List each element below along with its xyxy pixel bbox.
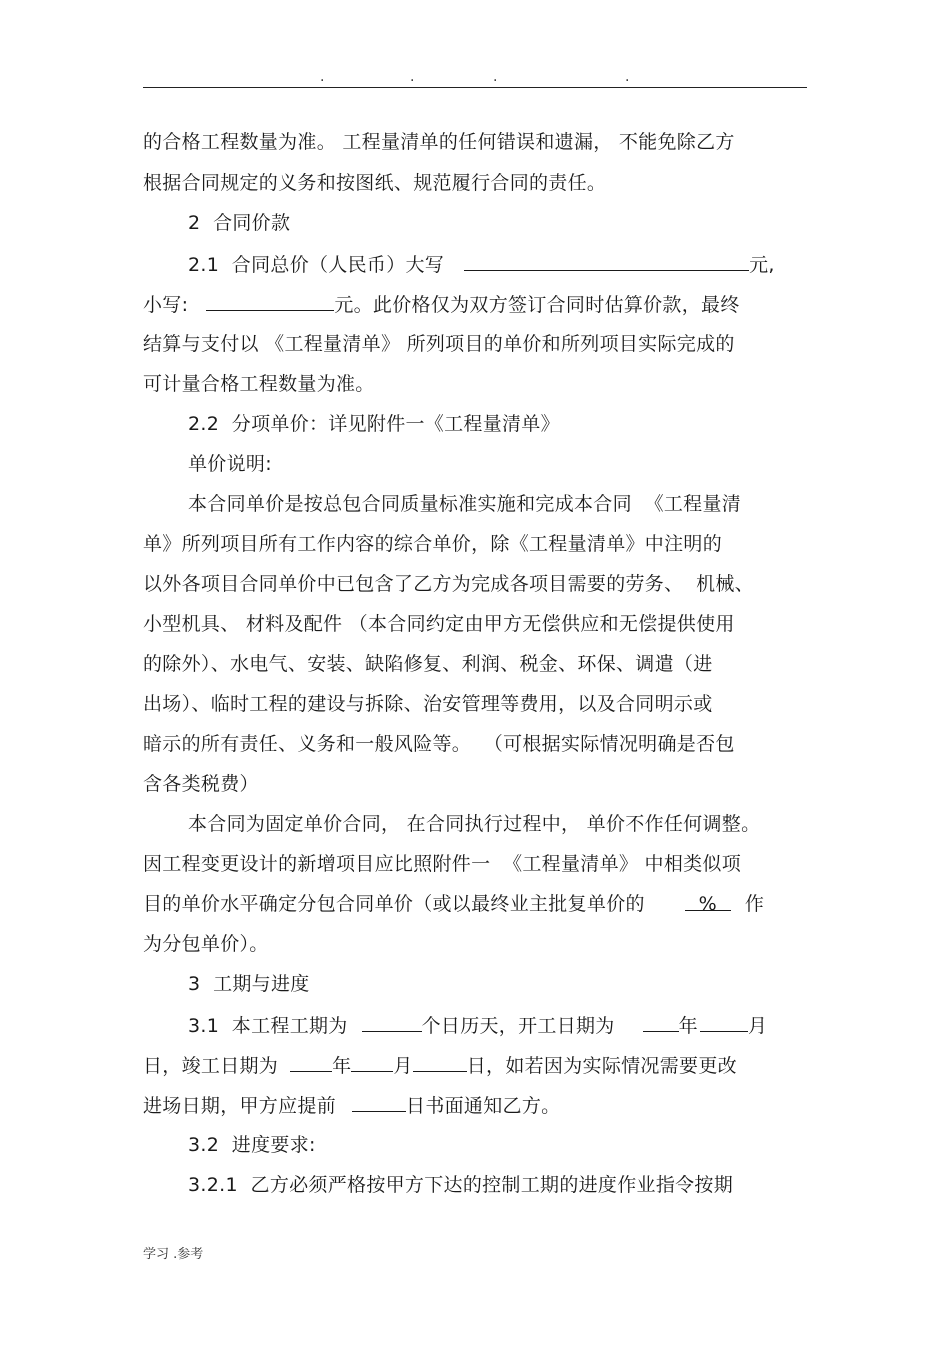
header-dots — [0, 70, 950, 84]
fill-in-blank — [206, 292, 334, 311]
header-rule — [143, 87, 807, 88]
fill-in-blank — [413, 1053, 467, 1072]
fill-in-blank — [362, 1013, 422, 1032]
text-segment: 元。此价格仅为双方签订合同时估算价款，最终 — [334, 294, 740, 316]
section-heading: 3 工期与进度 — [188, 973, 310, 995]
text-line — [143, 292, 740, 317]
text-line: 的合格工程数量为准。 工程量清单的任何错误和遗漏， 不能免除乙方 — [143, 131, 735, 153]
text-segment: 年 — [678, 1015, 698, 1037]
text-line — [143, 1053, 737, 1078]
text-segment: 3.1 本工程工期为 — [188, 1015, 348, 1037]
header-dot: . — [320, 69, 325, 85]
text-segment: 年 — [332, 1055, 352, 1077]
text-segment: 目的单价水平确定分包合同单价（或以最终业主批复单价的 — [143, 893, 645, 915]
percent-blank: % — [685, 892, 731, 911]
text-line — [188, 1013, 767, 1038]
text-line: 以外各项目合同单价中已包含了乙方为完成各项目需要的劳务、 机械、 — [143, 573, 754, 595]
text-line: 根据合同规定的义务和按图纸、规范履行合同的责任。 — [143, 172, 607, 194]
text-line: 本合同为固定单价合同， 在合同执行过程中， 单价不作任何调整。 — [188, 813, 761, 835]
fill-in-blank — [643, 1013, 679, 1032]
header-dot: . — [625, 69, 630, 85]
text-segment: 日，如若因为实际情况需要更改 — [466, 1055, 737, 1077]
text-segment: 个日历天，开工日期为 — [421, 1015, 615, 1037]
text-segment: 月 — [747, 1015, 768, 1037]
text-segment: 小写: — [143, 294, 189, 316]
text-line: 小型机具、 材料及配件 （本合同约定由甲方无偿供应和无偿提供使用 — [143, 613, 735, 635]
fill-in-blank — [352, 1093, 406, 1112]
text-segment: 月 — [393, 1055, 413, 1077]
text-line: 的除外）、水电气、安装、缺陷修复、利润、税金、环保、调遣（进 — [143, 653, 713, 675]
text-line: 本合同单价是按总包合同质量标准实施和完成本合同 《工程量清 — [188, 493, 742, 515]
text-line: 单》所列项目所有工作内容的综合单价，除《工程量清单》中注明的 — [143, 533, 723, 555]
text-line — [143, 1093, 560, 1118]
fill-in-blank — [700, 1013, 748, 1032]
text-line: 为分包单价）。 — [143, 933, 269, 955]
text-line: 因工程变更设计的新增项目应比照附件一 《工程量清单》 中相类似项 — [143, 853, 742, 875]
text-line: 2.2 分项单价：详见附件一《工程量清单》 — [188, 413, 560, 435]
text-segment: 作 — [744, 893, 765, 915]
text-line: 可计量合格工程数量为准。 — [143, 373, 375, 395]
header-dot: . — [493, 69, 498, 85]
text-line: 结算与支付以 《工程量清单》 所列项目的单价和所列项目实际完成的 — [143, 333, 735, 355]
text-segment: 日书面通知乙方。 — [406, 1095, 561, 1117]
text-segment: 日，竣工日期为 — [143, 1055, 279, 1077]
text-line — [188, 252, 775, 277]
text-segment: 元, — [749, 254, 775, 276]
text-line: 3.2.1 乙方必须严格按甲方下达的控制工期的进度作业指令按期 — [188, 1174, 734, 1196]
section-heading: 2 合同价款 — [188, 212, 291, 234]
page-footer: 学习 .参考 — [143, 1247, 204, 1262]
fill-in-blank — [351, 1053, 393, 1072]
text-line: 暗示的所有责任、义务和一般风险等。 （可根据实际情况明确是否包 — [143, 733, 735, 755]
text-line: 含各类税费） — [143, 773, 259, 795]
fill-in-blank — [290, 1053, 332, 1072]
text-line: 出场）、临时工程的建设与拆除、治安管理等费用，以及合同明示或 — [143, 693, 713, 715]
text-line: 3.2 进度要求: — [188, 1134, 316, 1156]
header-dot: . — [410, 69, 415, 85]
text-line: 单价说明: — [188, 453, 272, 475]
text-segment: 2.1 合同总价（人民币）大写 — [188, 254, 445, 276]
text-segment: 进场日期，甲方应提前 — [143, 1095, 337, 1117]
fill-in-blank — [464, 252, 749, 271]
text-line — [143, 892, 764, 916]
